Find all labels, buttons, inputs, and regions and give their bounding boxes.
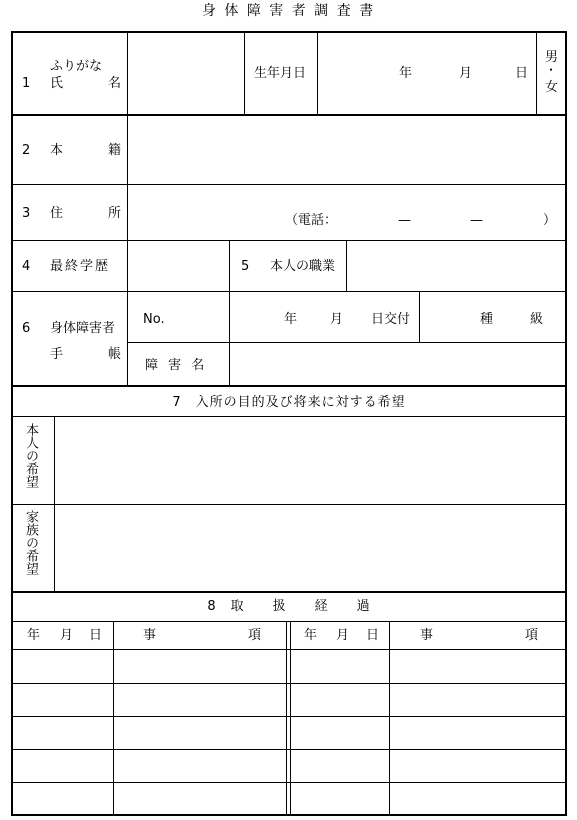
table-row[interactable]: [13, 650, 113, 683]
birthdate-label: 生年月日: [254, 66, 307, 81]
table-row[interactable]: [13, 717, 113, 749]
section-8-heading: 8 取 扱 経 過: [207, 599, 371, 614]
education-label: 最終学歴: [50, 259, 111, 274]
col-month-left: 月: [60, 628, 74, 643]
address-label-b: 所: [108, 206, 122, 221]
col-month-right: 月: [336, 628, 350, 643]
table-row[interactable]: [13, 750, 113, 782]
table-row[interactable]: [13, 783, 113, 814]
form-title: 身 体 障 害 者 調 査 書: [201, 3, 376, 19]
disability-name-label: 障 害 名: [145, 358, 208, 373]
col-day-left: 日: [89, 628, 103, 643]
occupation-label: 本人の職業: [270, 259, 336, 274]
handbook-label-a: 身体障害者: [50, 321, 116, 336]
col-item-a-left: 事: [143, 628, 157, 643]
family-hope-label: 家族の希望: [23, 510, 38, 575]
item-number-1: 1: [22, 76, 31, 91]
phone-dash-1: —: [398, 213, 411, 228]
phone-close: ）: [543, 213, 557, 228]
item-number-4: 4: [22, 259, 31, 274]
sex-female[interactable]: 女: [545, 80, 559, 95]
grade-label: 級: [530, 312, 544, 327]
furigana-label: ふりがな: [50, 59, 103, 74]
col-item-b-left: 項: [248, 628, 262, 643]
birth-year-label: 年: [399, 66, 413, 81]
col-item-a-right: 事: [420, 628, 434, 643]
item-number-5: 5: [241, 259, 250, 274]
section-7-heading: 7 入所の目的及び将来に対する希望: [172, 395, 406, 410]
col-year-right: 年: [304, 628, 318, 643]
type-label: 種: [480, 312, 494, 327]
handbook-number-label: No.: [143, 312, 165, 327]
col-item-b-right: 項: [525, 628, 539, 643]
family-hope-field[interactable]: [55, 505, 565, 591]
table-row[interactable]: [13, 684, 113, 716]
birth-day-label: 日: [515, 66, 529, 81]
issue-year-label: 年: [284, 312, 298, 327]
education-field[interactable]: [128, 241, 229, 291]
honseki-field[interactable]: [128, 116, 565, 184]
disability-name-field[interactable]: [230, 343, 565, 385]
handbook-label-b2: 帳: [108, 347, 122, 362]
address-label-a: 住: [50, 206, 64, 221]
occupation-field[interactable]: [347, 241, 565, 291]
sex-separator: ・: [545, 63, 558, 77]
name-label-a: 氏: [50, 76, 64, 91]
address-field[interactable]: [128, 185, 565, 215]
issue-month-label: 月: [330, 312, 344, 327]
name-field[interactable]: [128, 33, 244, 114]
honseki-label-b: 籍: [108, 143, 122, 158]
phone-label: （電話：: [285, 213, 338, 228]
self-hope-label: 本人の希望: [23, 423, 38, 488]
name-label-b: 名: [108, 76, 122, 91]
item-number-3: 3: [22, 206, 31, 221]
issue-day-label: 日交付: [371, 312, 411, 327]
item-number-6: 6: [22, 321, 31, 336]
sex-male[interactable]: 男: [545, 50, 559, 65]
birth-month-label: 月: [459, 66, 473, 81]
honseki-label-a: 本: [50, 143, 64, 158]
handbook-label-b1: 手: [50, 347, 64, 362]
phone-dash-2: —: [470, 213, 483, 228]
item-number-2: 2: [22, 143, 31, 158]
col-year-left: 年: [27, 628, 41, 643]
col-day-right: 日: [366, 628, 380, 643]
self-hope-field[interactable]: [55, 417, 565, 504]
